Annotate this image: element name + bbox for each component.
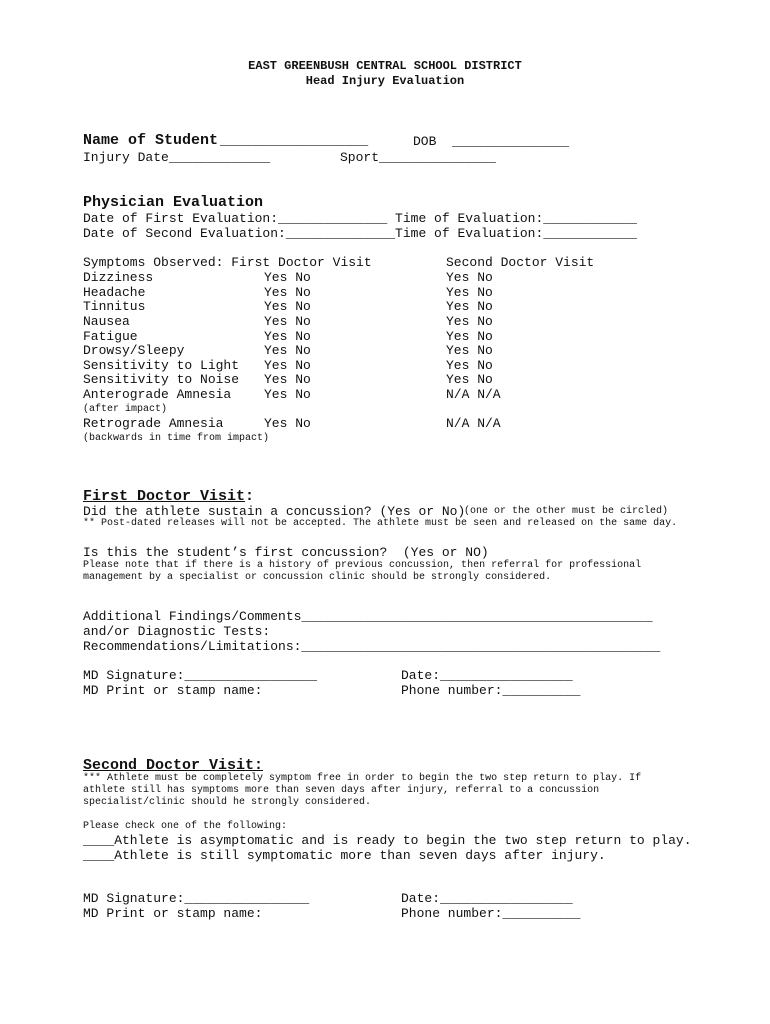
second-visit-note-line-3: specialist/clinic should he strongly considered. (83, 797, 372, 808)
district-title: EAST GREENBUSH CENTRAL SCHOOL DISTRICT (248, 59, 522, 73)
second-visit-yes-no: N/A N/A (446, 387, 501, 402)
symptom-name: Sensitivity to Light (83, 358, 240, 373)
check-one-label: Please check one of the following: (83, 821, 288, 832)
second-visit-heading: Second Doctor Visit: (83, 757, 264, 774)
second-visit-yes-no[interactable]: Yes No (446, 285, 493, 300)
recommendations-field[interactable]: Recommendations/Limitations:______________________________________________ (83, 639, 661, 654)
first-visit-heading (83, 489, 254, 504)
second-visit-yes-no[interactable]: Yes No (446, 372, 493, 387)
first-concussion-question[interactable]: Is this the student’s first concussion? (Yes or NO) (83, 545, 489, 560)
second-visit-yes-no[interactable]: Yes No (446, 358, 493, 373)
second-visit-yes-no[interactable]: Yes No (446, 314, 493, 329)
first-visit-yes-no[interactable]: Yes No (264, 314, 311, 329)
sport-field[interactable]: Sport_______________ (340, 150, 497, 165)
second-visit-yes-no[interactable]: Yes No (446, 299, 493, 314)
first-visit-yes-no[interactable]: Yes No (264, 285, 311, 300)
symptoms-header-first: Symptoms Observed: First Doctor Visit (83, 255, 372, 270)
second-visit-yes-no[interactable]: Yes No (446, 270, 493, 285)
symptomatic-option[interactable]: ____Athlete is still symptomatic more than seven days after injury. (83, 848, 606, 863)
first-visit-yes-no[interactable]: Yes No (264, 329, 311, 344)
second-visit-note-line-2: athlete still has symptoms more than seven days after injury, referral to a concussion (83, 785, 600, 796)
dob-field[interactable]: DOB _______________ (413, 134, 570, 149)
concussion-question[interactable]: Did the athlete sustain a concussion? (Yes or No) (83, 504, 466, 519)
symptoms-header-second: Second Doctor Visit (446, 255, 595, 270)
history-note-line-2: management by a specialist or concussion clinic should be strongly considered. (83, 572, 552, 583)
first-visit-yes-no[interactable]: Yes No (264, 343, 311, 358)
phone-number-field[interactable]: Phone number:__________ (401, 906, 581, 921)
first-visit-yes-no[interactable]: Yes No (264, 387, 311, 402)
md-print-name-label[interactable]: MD Print or stamp name: (83, 683, 263, 698)
physician-heading: Physician Evaluation (83, 194, 264, 211)
student-name-field[interactable]: ___________________ (220, 133, 369, 148)
first-visit-heading-colon: : (245, 488, 255, 505)
student-name-label: Name of Student (83, 132, 219, 149)
second-visit-note-line-1: *** Athlete must be completely symptom free in order to begin the two step return to play. If (83, 773, 642, 784)
concussion-question-note: (one or the other must be circled) (464, 506, 669, 517)
first-visit-yes-no[interactable]: Yes No (264, 416, 311, 431)
form-title: Head Injury Evaluation (305, 74, 465, 88)
first-evaluation-line[interactable]: Date of First Evaluation:______________ Time of Evaluation:____________ (83, 211, 637, 226)
symptom-name: Fatigue (83, 329, 138, 344)
symptom-name: Retrograde Amnesia (83, 416, 224, 431)
injury-date-field[interactable]: Injury Date_____________ (83, 150, 271, 165)
after-impact-note: (after impact) (83, 404, 168, 415)
date-field[interactable]: Date:_________________ (401, 891, 573, 906)
second-visit-yes-no[interactable]: Yes No (446, 343, 493, 358)
second-visit-yes-no: N/A N/A (446, 416, 501, 431)
symptom-name: Drowsy/Sleepy (83, 343, 185, 358)
md-signature-field[interactable]: MD Signature:_________________ (83, 668, 318, 683)
md-print-name-label[interactable]: MD Print or stamp name: (83, 906, 263, 921)
first-visit-yes-no[interactable]: Yes No (264, 358, 311, 373)
additional-findings-field[interactable]: Additional Findings/Comments_____________________________________________ (83, 609, 653, 624)
retrograde-note: (backwards in time from impact) (83, 433, 270, 444)
asymptomatic-option[interactable]: ____Athlete is asymptomatic and is ready to begin the two step return to play. (83, 833, 692, 848)
first-visit-yes-no[interactable]: Yes No (264, 372, 311, 387)
symptom-name: Anterograde Amnesia (83, 387, 232, 402)
second-evaluation-line[interactable]: Date of Second Evaluation:______________Time of Evaluation:____________ (83, 226, 637, 241)
diagnostic-tests-label: and/or Diagnostic Tests: (83, 624, 271, 639)
symptom-name: Dizziness (83, 270, 154, 285)
second-visit-yes-no[interactable]: Yes No (446, 329, 493, 344)
symptom-name: Tinnitus (83, 299, 146, 314)
symptom-name: Headache (83, 285, 146, 300)
symptom-name: Sensitivity to Noise (83, 372, 240, 387)
history-note-line-1: Please note that if there is a history of previous concussion, then referral for professional (83, 560, 642, 571)
date-field[interactable]: Date:_________________ (401, 668, 573, 683)
first-visit-yes-no[interactable]: Yes No (264, 299, 311, 314)
first-visit-heading-text: First Doctor Visit (83, 488, 246, 505)
phone-number-field[interactable]: Phone number:__________ (401, 683, 581, 698)
post-dated-note: ** Post-dated releases will not be accepted. The athlete must be seen and released on the same day. (83, 518, 678, 529)
md-signature-field[interactable]: MD Signature:________________ (83, 891, 310, 906)
first-visit-yes-no[interactable]: Yes No (264, 270, 311, 285)
symptom-name: Nausea (83, 314, 130, 329)
